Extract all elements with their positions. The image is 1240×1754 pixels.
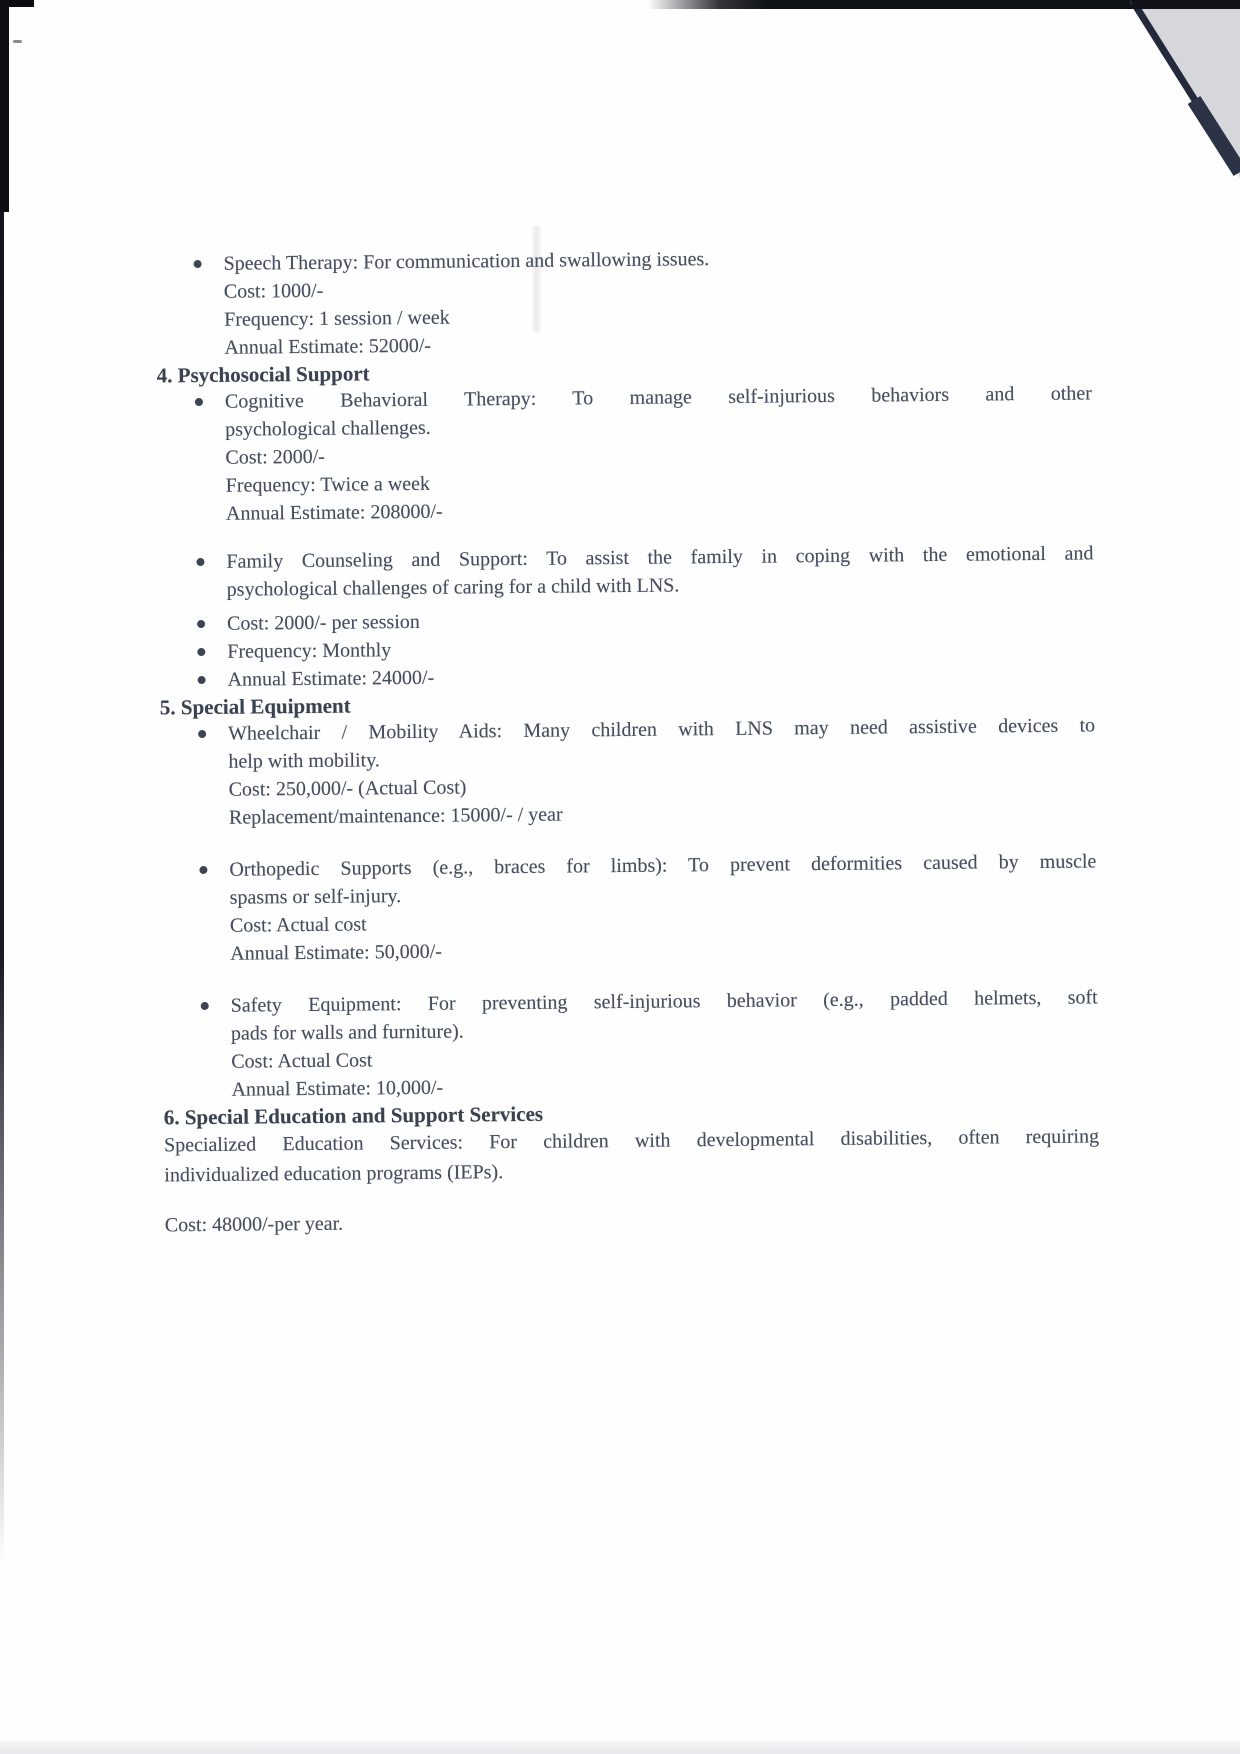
document-line: Cost: 48000/-per year. bbox=[164, 1212, 344, 1237]
section-heading-psychosocial-support: 4. Psychosocial Support bbox=[156, 361, 370, 388]
document-line: psychological challenges. bbox=[225, 416, 431, 441]
section-heading-special-equipment: 5. Special Equipment bbox=[159, 693, 351, 720]
bullet-dot bbox=[195, 398, 203, 406]
scan-edge-bottom-artifact bbox=[0, 1741, 1240, 1754]
bullet-dot bbox=[197, 648, 205, 656]
bullet-item-speech-therapy bbox=[155, 241, 1091, 362]
document-line: Speech Therapy: For communication and swallowing issues. bbox=[223, 248, 710, 275]
bullet-dot bbox=[198, 676, 206, 684]
document-line: Frequency: Twice a week bbox=[225, 472, 431, 497]
paragraph-specialized-education bbox=[164, 1121, 1100, 1190]
document-line: Cost: 2000/- bbox=[225, 445, 326, 469]
document-line: Specialized Education Services: For children with developmental disabilities, often requiring bbox=[163, 1125, 1100, 1157]
bullet-item-wheelchair-mobility-aids bbox=[160, 711, 1096, 832]
document-line: individualized education programs (IEPs). bbox=[164, 1161, 504, 1187]
document-line: Orthopedic Supports (e.g., braces for limbs): To prevent deformities caused by muscle bbox=[229, 850, 1097, 881]
document-line: Family Counseling and Support: To assist the family in coping with the emotional and bbox=[226, 542, 1094, 573]
document-line: Cost: Actual Cost bbox=[231, 1049, 373, 1073]
document-line: spasms or self-injury. bbox=[229, 885, 402, 909]
document-line: help with mobility. bbox=[228, 749, 380, 773]
document-line: Annual Estimate: 208000/- bbox=[225, 500, 443, 525]
section-heading-special-education: 6. Special Education and Support Services bbox=[163, 1101, 544, 1130]
document-line: Frequency: Monthly bbox=[227, 639, 392, 663]
bullet-dot bbox=[194, 260, 202, 268]
bullet-item-cognitive-behavioral-therapy bbox=[157, 379, 1093, 528]
document-line: Frequency: 1 session / week bbox=[224, 306, 450, 331]
document-line: Cognitive Behavioral Therapy: To manage self-injurious behaviors and other bbox=[224, 382, 1092, 413]
bullet-item-orthopedic-supports bbox=[161, 847, 1097, 968]
document-line: psychological challenges of caring for a child with LNS. bbox=[226, 574, 680, 601]
document-line: Cost: 250,000/- (Actual Cost) bbox=[228, 776, 467, 801]
bullet-item-family-counseling bbox=[158, 539, 1093, 604]
bullet-dot bbox=[199, 866, 207, 874]
document-line: Annual Estimate: 24000/- bbox=[227, 666, 435, 691]
bullet-dot bbox=[196, 558, 204, 566]
paragraph-education-cost bbox=[165, 1201, 1100, 1240]
document-line: Wheelchair / Mobility Aids: Many children with LNS may need assistive devices to bbox=[228, 714, 1096, 745]
document-line: Safety Equipment: For preventing self-injurious behavior (e.g., padded helmets, soft bbox=[230, 986, 1098, 1017]
document-line: Replacement/maintenance: 15000/- / year bbox=[228, 803, 563, 829]
document-line: pads for walls and furniture). bbox=[230, 1020, 464, 1045]
document-line: Cost: Actual cost bbox=[229, 913, 367, 937]
document-line: Cost: 2000/- per session bbox=[226, 610, 420, 635]
bullet-dot bbox=[197, 620, 205, 628]
document-line: Cost: 1000/- bbox=[223, 279, 324, 303]
bullet-dot bbox=[201, 1002, 209, 1010]
bullet-item-safety-equipment bbox=[163, 983, 1099, 1104]
document-line: Annual Estimate: 50,000/- bbox=[230, 940, 442, 965]
document-line: Annual Estimate: 10,000/- bbox=[231, 1076, 444, 1101]
bullet-dot bbox=[198, 730, 206, 738]
document-line: Annual Estimate: 52000/- bbox=[224, 334, 432, 359]
